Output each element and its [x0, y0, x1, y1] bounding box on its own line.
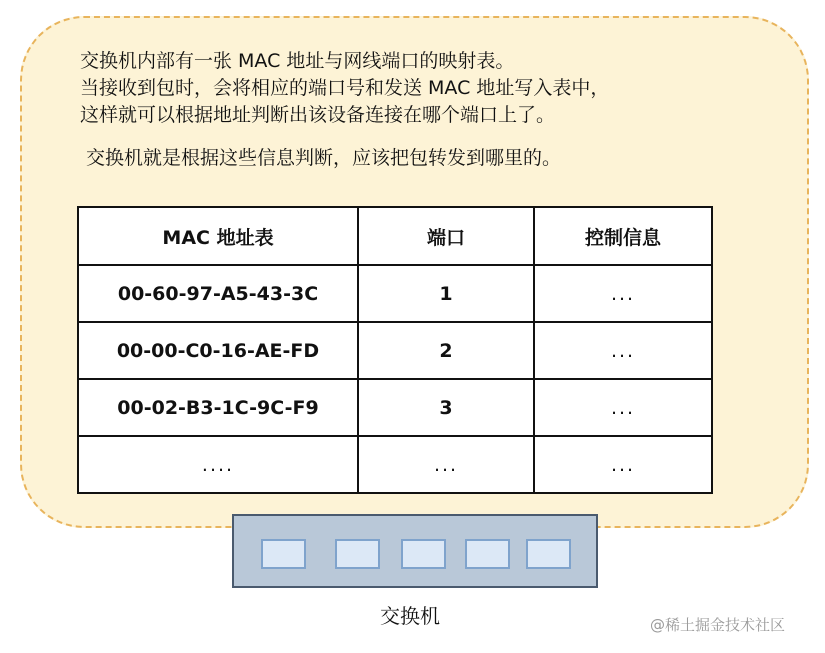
- switch-port: [526, 539, 571, 569]
- cell-control-info: ...: [534, 265, 712, 322]
- table-header-row: [78, 207, 712, 265]
- header-control-info: 控制信息: [534, 207, 712, 265]
- description-text: [80, 48, 609, 129]
- switch-label: 交换机: [380, 604, 440, 628]
- cell-mac: 00-02-B3-1C-9C-F9: [78, 379, 358, 436]
- header-mac: MAC 地址表: [78, 207, 358, 265]
- cell-control-info: ...: [534, 436, 712, 493]
- cell-mac: ....: [78, 436, 358, 493]
- watermark: @稀土掘金技术社区: [650, 616, 786, 634]
- description-line-2: 当接收到包时，会将相应的端口号和发送 MAC 地址写入表中，: [80, 77, 610, 99]
- cell-port: 2: [358, 322, 534, 379]
- mac-address-table: [77, 206, 713, 494]
- table-row: [78, 436, 712, 493]
- cell-mac: 00-60-97-A5-43-3C: [78, 265, 358, 322]
- cell-port: 1: [358, 265, 534, 322]
- switch-port: [335, 539, 380, 569]
- table-row: [78, 322, 712, 379]
- switch-port: [465, 539, 510, 569]
- cell-port: 3: [358, 379, 534, 436]
- cell-port: ...: [358, 436, 534, 493]
- switch-device: [232, 514, 598, 588]
- cell-control-info: ...: [534, 379, 712, 436]
- header-port: 端口: [358, 207, 534, 265]
- description-line-3: 这样就可以根据地址判断出该设备连接在哪个端口上了。: [80, 104, 556, 126]
- cell-mac: 00-00-C0-16-AE-FD: [78, 322, 358, 379]
- cell-control-info: ...: [534, 322, 712, 379]
- summary-text: 交换机就是根据这些信息判断，应该把包转发到哪里的。: [86, 147, 562, 169]
- switch-port: [401, 539, 446, 569]
- table-row: [78, 265, 712, 322]
- table-row: [78, 379, 712, 436]
- description-line-1: 交换机内部有一张 MAC 地址与网线端口的映射表。: [80, 50, 515, 72]
- switch-port: [261, 539, 306, 569]
